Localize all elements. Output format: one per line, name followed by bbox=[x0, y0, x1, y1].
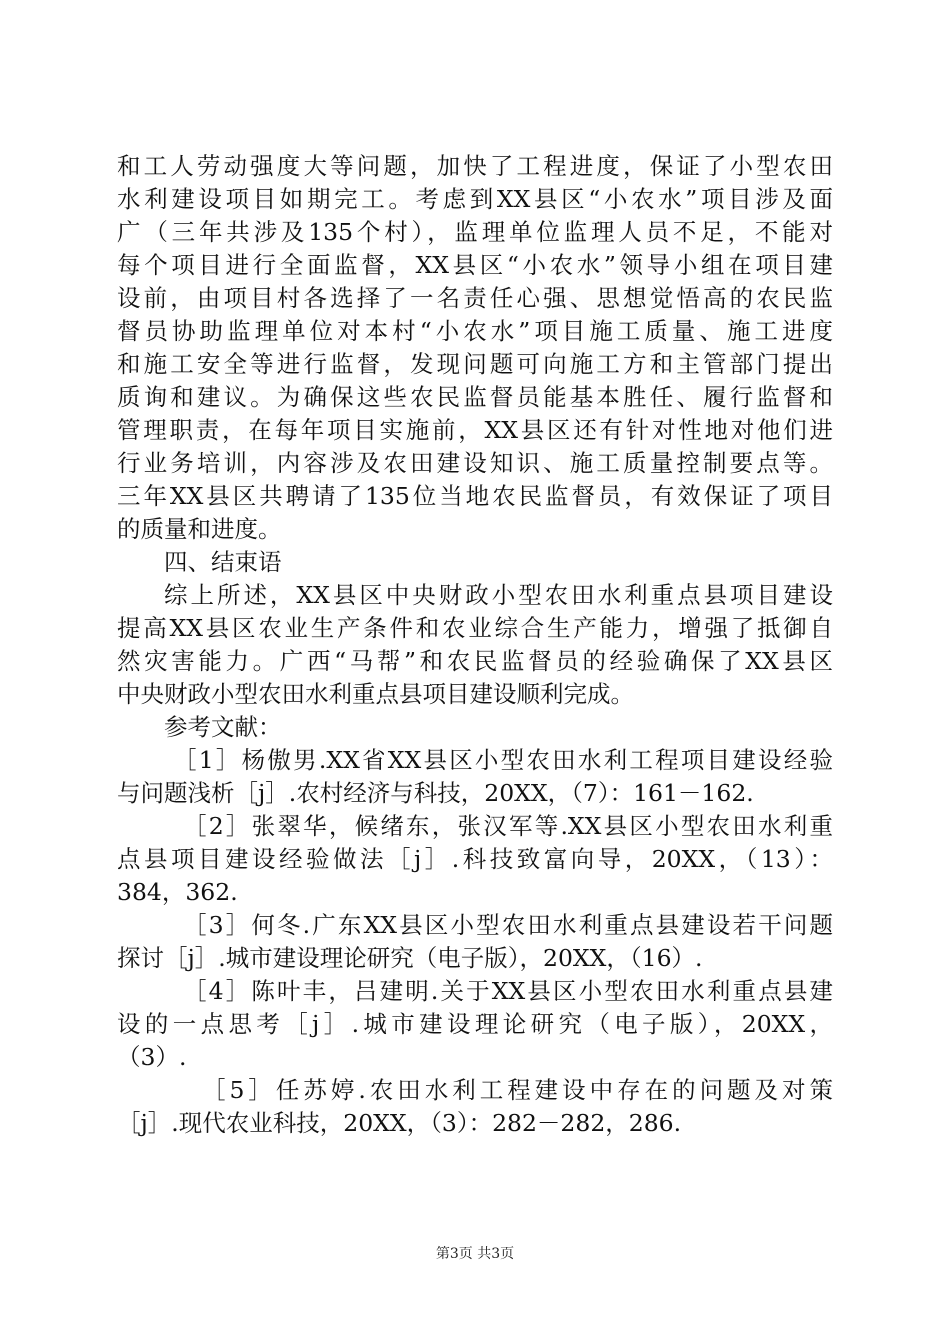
body-text-line: 和施工安全等进行监督，发现问题可向施工方和主管部门提出 bbox=[117, 350, 833, 378]
body-text-line: 广（三年共涉及135个村），监理单位监理人员不足，不能对 bbox=[117, 218, 833, 246]
document-body bbox=[117, 150, 833, 1140]
body-text-line: 然灾害能力。广西“马帮”和农民监督员的经验确保了XX县区 bbox=[117, 647, 833, 675]
reference-line: 探讨［j］.城市建设理论研究（电子版），20XX，（16）. bbox=[117, 944, 703, 972]
body-text-line: 的质量和进度。 bbox=[117, 515, 282, 543]
body-text-line: 质询和建议。为确保这些农民监督员能基本胜任、履行监督和 bbox=[117, 383, 833, 411]
body-text-line: 水利建设项目如期完工。考虑到XX县区“小农水”项目涉及面 bbox=[117, 185, 833, 213]
body-text-line: 管理职责，在每年项目实施前，XX县区还有针对性地对他们进 bbox=[117, 416, 833, 444]
reference-line: 与问题浅析［j］.农村经济与科技，20XX，（7）：161－162. bbox=[117, 779, 754, 807]
reference-line: ［1］杨傲男.XX省XX县区小型农田水利工程项目建设经验 bbox=[173, 746, 833, 774]
page-number: 第3页 共3页 bbox=[435, 1246, 515, 1262]
reference-line: （3）. bbox=[117, 1043, 187, 1071]
reference-line: ［4］陈叶丰，吕建明.关于XX县区小型农田水利重点县建 bbox=[183, 977, 833, 1005]
body-text-line: 每个项目进行全面监督，XX县区“小农水”领导小组在项目建 bbox=[117, 251, 833, 279]
body-text-line: 督员协助监理单位对本村“小农水”项目施工质量、施工进度 bbox=[117, 317, 833, 345]
body-text-line: 提高XX县区农业生产条件和农业综合生产能力，增强了抵御自 bbox=[117, 614, 833, 642]
body-text-line: 综上所述，XX县区中央财政小型农田水利重点县项目建设 bbox=[164, 581, 833, 609]
references-heading: 参考文献： bbox=[164, 713, 282, 741]
reference-line: 设的一点思考［j］.城市建设理论研究（电子版），20XX， bbox=[117, 1010, 833, 1038]
reference-line: ［3］何冬.广东XX县区小型农田水利重点县建设若干问题 bbox=[183, 911, 833, 939]
section-heading: 四、结束语 bbox=[164, 548, 282, 576]
reference-line: ［2］张翠华，候绪东，张汉军等.XX县区小型农田水利重 bbox=[183, 812, 833, 840]
body-text-line: 设前，由项目村各选择了一名责任心强、思想觉悟高的农民监 bbox=[117, 284, 833, 312]
reference-line: 点县项目建设经验做法［j］.科技致富向导，20XX，（13）： bbox=[117, 845, 833, 873]
body-text-line: 行业务培训，内容涉及农田建设知识、施工质量控制要点等。 bbox=[117, 449, 833, 477]
body-text-line: 三年XX县区共聘请了135位当地农民监督员，有效保证了项目 bbox=[117, 482, 833, 510]
body-text-line: 中央财政小型农田水利重点县项目建设顺利完成。 bbox=[117, 680, 634, 708]
reference-line: ［5］任苏婷.农田水利工程建设中存在的问题及对策 bbox=[202, 1076, 833, 1104]
reference-line: ［j］.现代农业科技，20XX，（3）：282－282，286. bbox=[117, 1109, 682, 1137]
body-text-line: 和工人劳动强度大等问题，加快了工程进度，保证了小型农田 bbox=[117, 152, 833, 180]
reference-line: 384，362. bbox=[117, 878, 238, 906]
